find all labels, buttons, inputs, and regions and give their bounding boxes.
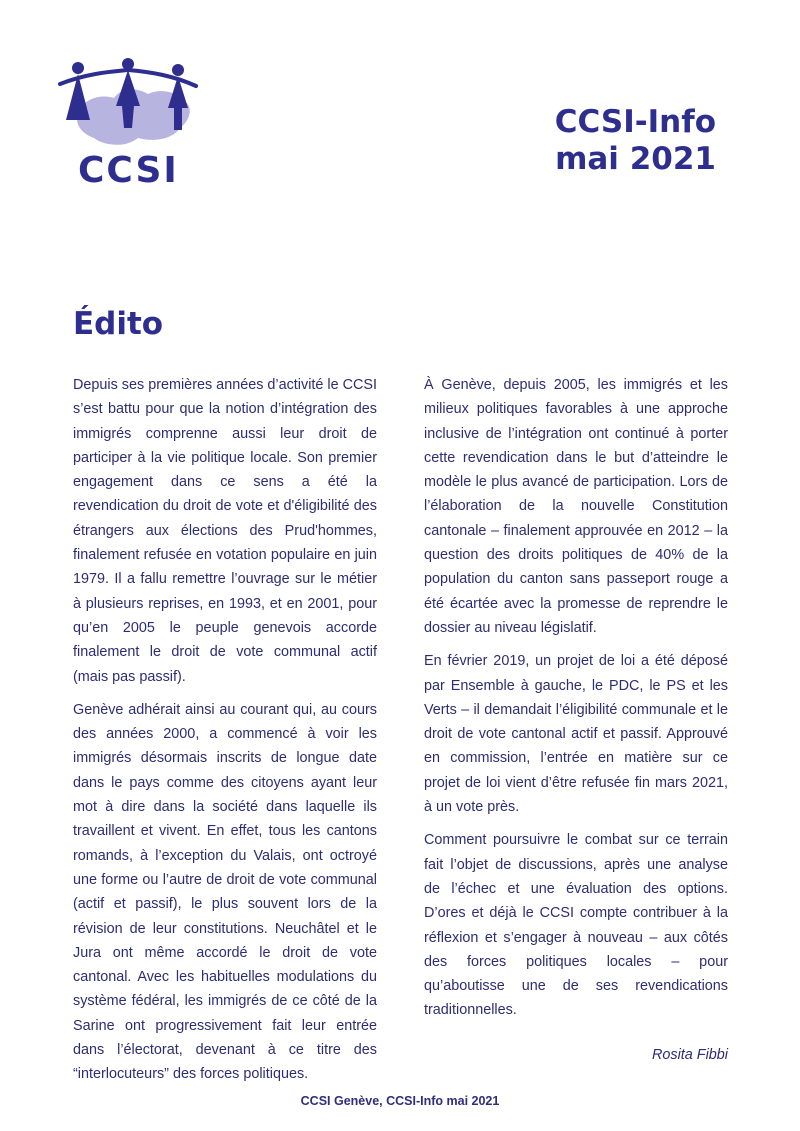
- right-column: [424, 373, 728, 1067]
- logo-text: CCSI: [78, 150, 179, 191]
- paragraph: À Genève, depuis 2005, les immigrés et les milieux politiques favorables à une approche inclusive de l’intégration ont continué à porter cette revendication dans le but d’atteindre le modèle le plus avancé de participation. Lors de l’élaboration de la nouvelle Constitution cantonale – finalement approuvée en 2012 – la question des droits politiques de 40% de la population du canton sans passeport rouge a été écartée avec la promesse de reprendre le dossier au niveau législatif.: [424, 377, 728, 636]
- paragraph: Depuis ses premières années d’activité le CCSI s’est battu pour que la notion d’intégration des immigrés comprenne aussi leur droit de participer à la vie politique locale. Son premier engagement dans ce sens a été la revendication du droit de vote et d'éligibilité des étrangers aux élections des Prud'hommes, finalement refusée en votation populaire en juin 1979. Il a fallu remettre l’ouvrage sur le métier à plusieurs reprises, en 1993, et en 2001, pour qu’en 2005 le peuple genevois accorde finalement le droit de vote communal actif (mais pas passif).: [73, 377, 377, 685]
- logo-figures-icon: [56, 58, 202, 158]
- page-footer: CCSI Genève, CCSI-Info mai 2021: [300, 1094, 500, 1108]
- paragraph: Comment poursuivre le combat sur ce terrain fait l’objet de discussions, après une analyse de l’échec et une évaluation des options. D’ores et déjà le CCSI compte contribuer à la réflexion et s’engager à nouveau – aux côtés des forces politiques locales – pour qu’aboutisse une de ses revendications traditionnelles.: [424, 832, 728, 1019]
- paragraph: En février 2019, un projet de loi a été déposé par Ensemble à gauche, le PDC, le PS et les Verts – il demandait l’éligibilité communale et le droit de vote cantonal actif et passif. Approuvé en commission, l’entrée en matière sur ce projet de loi vient d’être refusée fin mars 2021, à un vote près.: [424, 653, 728, 816]
- left-column: [73, 373, 377, 1096]
- newsletter-name: CCSI-Info: [554, 104, 716, 140]
- ccsi-logo: [56, 58, 202, 192]
- paragraph: Genève adhérait ainsi au courant qui, au cours des années 2000, a commencé à voir les immigrés désormais inscrits de longue date dans le pays comme des citoyens ayant leur mot à dire dans la société dans laquelle ils travaillent et vivent. En effet, tous les cantons romands, à l’exception du Valais, ont octroyé une forme ou l’autre de droit de vote communal (actif et passif), le plus souvent lors de la révision de leur constitutions. Neuchâtel et le Jura ont même accordé le droit de vote cantonal. Avec les habituelles modulations du système fédéral, les immigrés de ce côté de la Sarine ont progressivement fait leur entrée dans l’électorat, devenant à ce titre des “interlocuteurs” des forces politiques.: [73, 701, 377, 1083]
- author-signature: Rosita Fibbi: [652, 1046, 728, 1063]
- newsletter-title: [555, 104, 716, 178]
- newsletter-date: mai 2021: [555, 141, 716, 177]
- article-title: Édito: [73, 306, 164, 342]
